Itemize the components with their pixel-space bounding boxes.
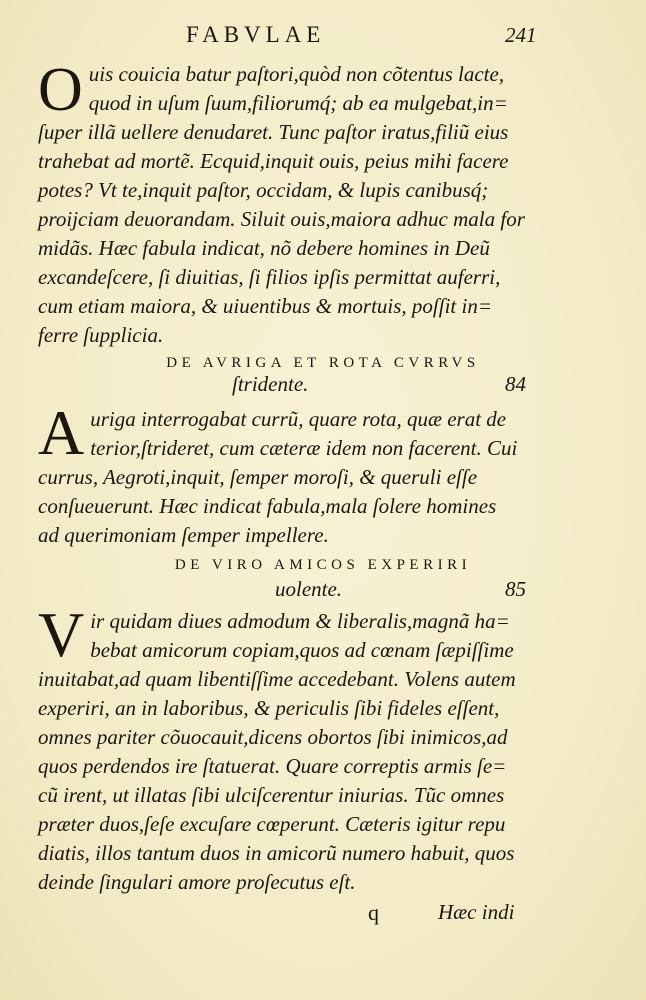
signature-mark: q [368, 900, 379, 925]
fable-subheading-row [0, 577, 646, 605]
text-line: terior,ſtrideret, cum cæteræ idem non facerent. Cui [90, 436, 518, 460]
text-line: cum etiam maiora, & uiuentibus & mortuis, poſſit in= [38, 294, 493, 318]
running-title: FABVLAE [186, 22, 326, 47]
running-head [0, 22, 646, 52]
drop-cap-a: A [38, 397, 85, 468]
text-line: excandeſcere, ſi diuitias, ſi filios ipſis permittat auferri, [38, 265, 501, 289]
text-line: ir quidam diues admodum & liberalis,magnã ha= [90, 609, 510, 633]
text-line: trahebat ad mortẽ. Ecquid,inquit ouis, peius mihi facere [38, 149, 509, 173]
text-line: deinde ſingulari amore proſecutus eſt. [38, 870, 356, 894]
text-line: præter duos,ſeſe excuſare cœperunt. Cæteris igitur repu [38, 812, 506, 836]
text-line: cũ irent, ut illatas ſibi ulciſcerentur iniurias. Tũc omnes [38, 783, 505, 807]
text-line: diatis, illos tantum duos in amicorũ numero habuit, quos [38, 841, 515, 865]
fable-subheading: uolente. [275, 577, 343, 601]
text-line: proijciam deuorandam. Siluit ouis,maiora adhuc mala for [38, 207, 525, 231]
text-line: ſuper illã uellere denudaret. Tunc paſtor iratus,filiũ eius [38, 120, 509, 144]
text-line: ad querimoniam ſemper impellere. [38, 523, 329, 547]
fable-number: 84 [505, 372, 526, 396]
text-line: conſueuerunt. Hæc indicat fabula,mala ſolere homines [38, 494, 497, 518]
text-line: quos perdendos ire ſtatuerat. Quare correptis armis ſe= [38, 754, 507, 778]
fable-sheep-and-shepherd [38, 56, 538, 350]
text-line: quod in uſum ſuum,filiorumq́; ab ea mulgebat,in= [88, 91, 508, 115]
text-line: ferre ſupplicia. [38, 323, 164, 347]
text-line: uriga interrogabat currũ, quare rota, quæ erat de [90, 407, 507, 431]
catchword: Hæc indi [438, 900, 515, 924]
text-line: experiri, an in laboribus, & periculis ſibi fideles eſſent, [38, 696, 500, 720]
catchword-row [0, 900, 646, 930]
text-line: omnes pariter cõuocauit,dicens obortos ſibi inimicos,ad [38, 725, 508, 749]
text-line: inuitabat,ad quam libentiſſime accedebant. Volens autem [38, 667, 516, 691]
text-line: currus, Aegroti,inquit, ſemper moroſi, & queruli eſſe [38, 465, 478, 489]
fable-heading: DE AVRIGA ET ROTA CVRRVS [166, 355, 480, 371]
drop-cap-v: V [38, 599, 85, 670]
text-line: uis couicia batur paſtori,quòd non cõtentus lacte, [88, 62, 505, 86]
text-line: potes? Vt te,inquit paſtor, occidam, & lupis canibusq́; [38, 178, 489, 202]
fable-number: 85 [505, 577, 526, 601]
page-number: 241 [505, 23, 537, 47]
drop-cap-o: O [38, 56, 83, 124]
fable-charioteer-and-wheel [38, 397, 538, 550]
fable-man-testing-friends [38, 599, 538, 897]
text-line: bebat amicorum copiam,quos ad cœnam ſæpiſſime [90, 638, 514, 662]
fable-subheading-row [0, 372, 646, 400]
fable-heading: DE VIRO AMICOS EXPERIRI [174, 557, 472, 573]
text-line: midãs. Hæc fabula indicat, nõ debere homines in Deũ [38, 236, 490, 260]
fable-subheading: ſtridente. [232, 372, 309, 396]
